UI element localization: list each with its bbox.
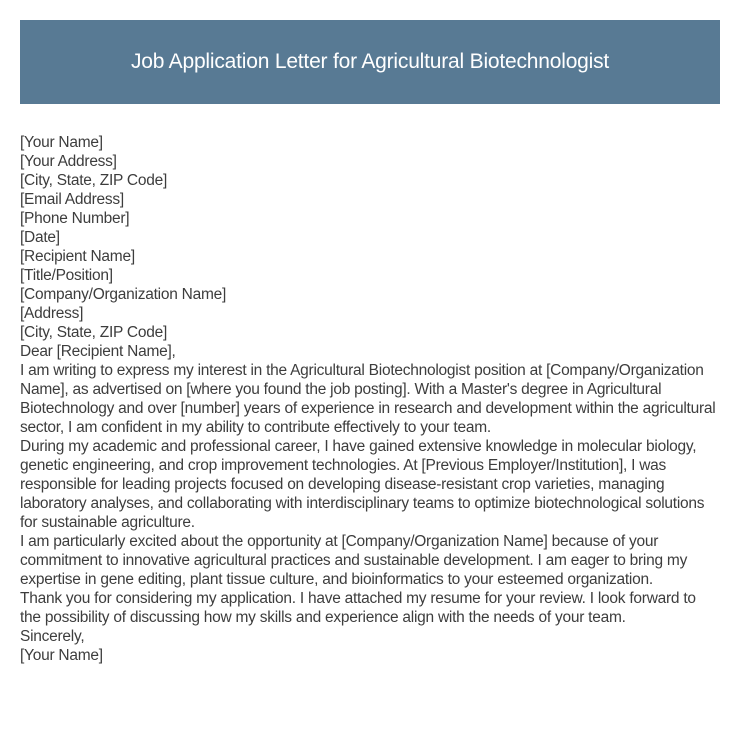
recipient-address: [Address] — [20, 305, 84, 322]
paragraph-intro: I am writing to express my interest in the Agricultural Biotechnologist position at [Company/Organization Name], as advertised on [where you found the job posting]. With a Master's degree in Agricultural Biotechnology and over [number] years of experience in research and development within the agricultural sector, I am confident in my ability to contribute effectively to your team. — [20, 362, 716, 436]
closing: Sincerely, — [20, 628, 85, 645]
letter-date: [Date] — [20, 229, 60, 246]
salutation: Dear [Recipient Name], — [20, 343, 176, 360]
sender-city-state-zip: [City, State, ZIP Code] — [20, 172, 168, 189]
recipient-city-state-zip: [City, State, ZIP Code] — [20, 324, 168, 341]
page-title: Job Application Letter for Agricultural Biotechnologist — [130, 50, 610, 73]
paragraph-experience: During my academic and professional career, I have gained extensive knowledge in molecular biology, genetic engineering, and crop improvement technologies. At [Previous Employer/Institution], I was responsible for leading projects focused on developing disease-resistant crop varieties, managing laboratory analyses, and collaborating with interdisciplinary teams to optimize biotechnological solutions for sustainable agriculture. — [20, 438, 705, 531]
paragraph-closing: Thank you for considering my application. I have attached my resume for your review. I look forward to the possibility of discussing how my skills and experience align with the needs of your team. — [20, 590, 696, 626]
sender-name: [Your Name] — [20, 134, 103, 151]
recipient-company: [Company/Organization Name] — [20, 286, 227, 303]
sender-email: [Email Address] — [20, 191, 124, 208]
letter-body — [20, 133, 720, 665]
signature: [Your Name] — [20, 647, 103, 664]
sender-phone: [Phone Number] — [20, 210, 130, 227]
recipient-title: [Title/Position] — [20, 267, 113, 284]
page-header — [20, 20, 720, 104]
recipient-name: [Recipient Name] — [20, 248, 135, 265]
sender-address: [Your Address] — [20, 153, 117, 170]
paragraph-motivation: I am particularly excited about the opportunity at [Company/Organization Name] because of your commitment to innovative agricultural practices and sustainable development. I am eager to bring my expertise in gene editing, plant tissue culture, and bioinformatics to your esteemed organization. — [20, 533, 688, 588]
